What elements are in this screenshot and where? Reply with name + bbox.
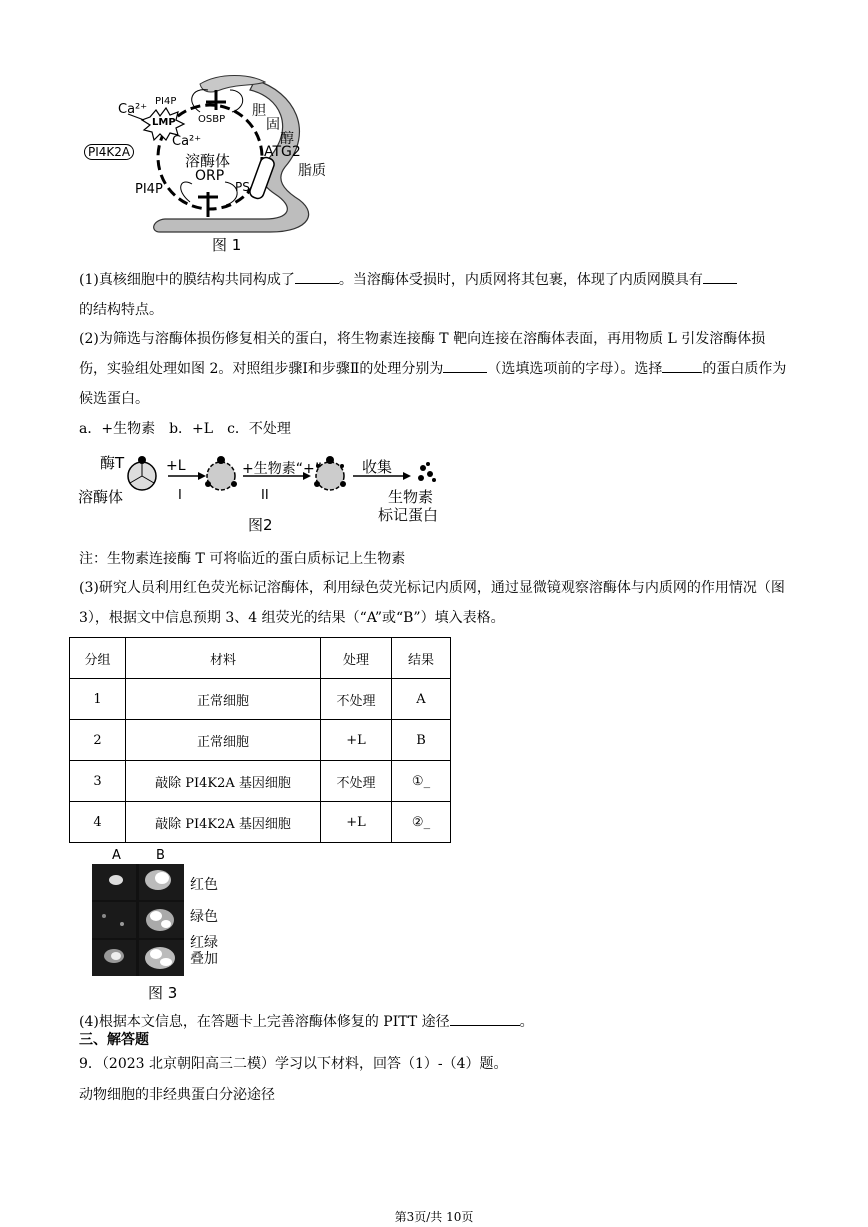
- ca-label-2: Ca²⁺: [172, 134, 202, 149]
- table-cell: 2: [70, 720, 126, 761]
- q1-text-c: 的结构特点。: [79, 302, 163, 318]
- table-cell: 3: [70, 761, 126, 802]
- figure-1: [80, 72, 340, 257]
- answer-blank-1[interactable]: ①_: [392, 761, 451, 802]
- answer-blank-2[interactable]: ②_: [392, 802, 451, 843]
- figure-3-caption: 图 3: [148, 984, 178, 1002]
- atg2-label: ATG2: [264, 144, 301, 160]
- table-header-cell: 处理: [321, 638, 392, 679]
- material-title: 动物细胞的非经典蛋白分泌途径: [79, 1087, 275, 1103]
- fig2-enzyme-label: 酶T: [100, 454, 125, 472]
- fig2-lysosome-label: 溶酶体: [78, 488, 124, 506]
- table-cell: 正常细胞: [126, 679, 321, 720]
- note-line: 注：生物素连接酶 T 可将临近的蛋白质标记上生物素: [79, 551, 406, 567]
- table-row: [70, 720, 451, 761]
- question-3: (3)研究人员利用红色荧光标记溶酶体，利用绿色荧光标记内质网，通过显微镜观察溶酶体与内质网的作用情况（图 3），根据文中信息预期 3、4 组荧光的结果（“A”或“B”）填入表格。: [79, 580, 785, 626]
- question-9: 9．（2023 北京朝阳高三二模）学习以下材料，回答（1）-（4）题。: [79, 1056, 508, 1072]
- fig2-product-line2: 标记蛋白: [378, 506, 439, 524]
- fig3-row-red: 红色: [190, 877, 218, 893]
- fig3-row-merge-1: 红绿: [190, 935, 218, 951]
- chol-label-1: 胆: [252, 103, 266, 119]
- table-cell: A: [392, 679, 451, 720]
- q2-blank-1[interactable]: [443, 372, 487, 373]
- q1-text-a: (1)真核细胞中的膜结构共同构成了: [79, 272, 295, 288]
- fig2-collect-label: 收集: [362, 458, 393, 476]
- figure-2: [78, 450, 458, 535]
- table-cell: 敲除 PI4K2A 基因细胞: [126, 802, 321, 843]
- ps-label: PS: [235, 180, 250, 194]
- osbp-label: OSBP: [198, 114, 226, 125]
- question-1: [79, 265, 791, 325]
- orp-label: ORP: [195, 168, 225, 184]
- page-footer: 第3页/共 10页: [394, 1210, 474, 1224]
- fig3-micrographs: [92, 864, 184, 976]
- fig3-col-b: B: [156, 848, 165, 863]
- table-row: [70, 802, 451, 843]
- figure-2-caption: 图2: [248, 516, 273, 534]
- table-header-row: [70, 638, 451, 679]
- fig2-step1-num: I: [178, 488, 182, 503]
- table-cell: 不处理: [321, 761, 392, 802]
- q2-text-a: (2)为筛选与溶酶体损伤修复相关的蛋白，将生物素连接酶 T 靶向连接在溶酶体表面，再用物质 L 引发溶酶体损伤，实验组处理如图 2。对照组步骤Ⅰ和步骤Ⅱ的处理分别为: [79, 331, 766, 377]
- q2-text-b: （选填选项前的字母）。选择: [487, 361, 663, 377]
- figure-3: [92, 848, 252, 1004]
- chol-label-3: 醇: [280, 131, 294, 147]
- q4-text-a: (4)根据本文信息，在答题卡上完善溶酶体修复的 PITT 途径: [79, 1014, 450, 1030]
- table-cell: 4: [70, 802, 126, 843]
- lipid-label: 脂质: [298, 163, 326, 179]
- table-header-cell: 材料: [126, 638, 321, 679]
- fig3-row-green: 绿色: [190, 909, 218, 925]
- fig2-step2-label: +生物素“+”: [242, 461, 322, 477]
- table-cell: 敲除 PI4K2A 基因细胞: [126, 761, 321, 802]
- fig3-col-a: A: [112, 848, 121, 863]
- q1-blank-2[interactable]: [703, 283, 737, 284]
- lysosome-label: 溶酶体: [185, 152, 231, 170]
- table-header-cell: 分组: [70, 638, 126, 679]
- q2-text-c: 的蛋白质作为候选蛋白。: [79, 361, 787, 407]
- options-line: a．+生物素 b．+L c．不处理: [79, 421, 291, 437]
- results-table: [69, 637, 451, 843]
- q2-blank-2[interactable]: [662, 372, 702, 373]
- table-cell: 不处理: [321, 679, 392, 720]
- pi4k2a-label: PI4K2A: [84, 144, 134, 160]
- q1-blank-1[interactable]: [295, 283, 339, 284]
- ca-label-1: Ca²⁺: [118, 102, 148, 117]
- table-cell: 正常细胞: [126, 720, 321, 761]
- fig2-step2-num: II: [261, 488, 269, 503]
- table-header-cell: 结果: [392, 638, 451, 679]
- section-heading: 三、解答题: [79, 1032, 149, 1048]
- fig3-row-merge-2: 叠加: [190, 951, 218, 967]
- pi4p-bottom-label: PI4P: [135, 182, 163, 197]
- figure-1-caption: 图 1: [212, 236, 242, 254]
- table-cell: 1: [70, 679, 126, 720]
- q4-blank[interactable]: [450, 1025, 520, 1026]
- q4-text-b: 。: [519, 1014, 534, 1030]
- table-cell: +L: [321, 802, 392, 843]
- fig2-step1-label: +L: [166, 458, 186, 474]
- question-2: [79, 324, 791, 414]
- pi4p-top-label: PI4P: [155, 96, 177, 107]
- table-cell: +L: [321, 720, 392, 761]
- q1-text-b: 。当溶酶体受损时，内质网将其包裹，体现了内质网膜具有: [338, 272, 703, 288]
- chol-label-2: 固: [266, 117, 280, 133]
- table-cell: B: [392, 720, 451, 761]
- lmp-label: LMP: [152, 117, 176, 128]
- table-row: [70, 679, 451, 720]
- fig2-product-line1: 生物素: [388, 488, 434, 506]
- table-row: [70, 761, 451, 802]
